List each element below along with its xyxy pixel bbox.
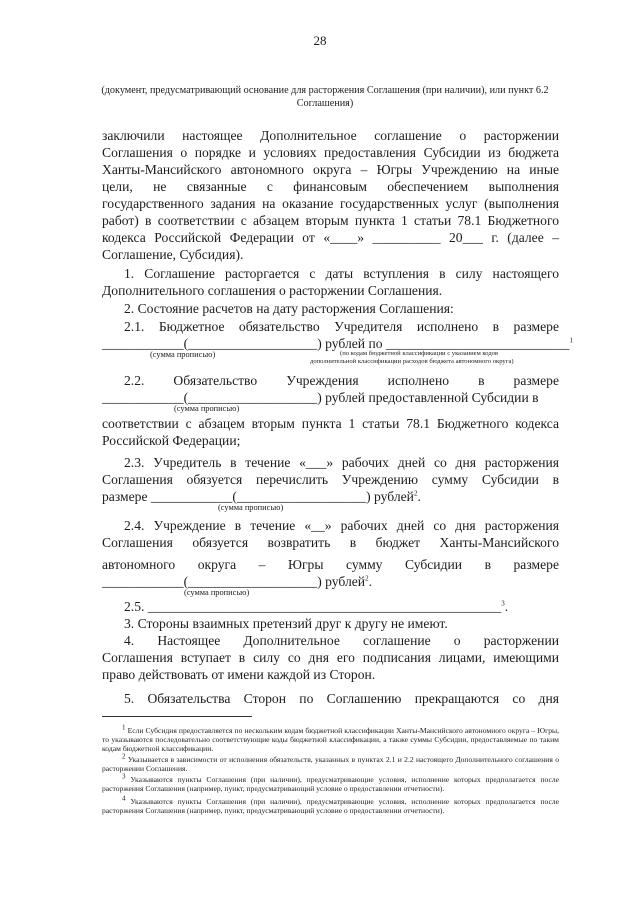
footnote: $^1$ Если Субсидия предоставляется по нескольким кодам бюджетной классификации Ханты-Мансийского автономного округа – Югры, то указываются последовательно соответствующие коды бюджетной классификации, а также суммы Субсидии, предоставляемые по таким кодам бюджетной классификации. bbox=[102, 723, 559, 754]
paragraph-2-4-line: ____________(___________________) рублей$^2$. bbox=[102, 574, 372, 589]
footnote: $^4$ Указываются пункты Соглашения (при наличии), предусматривающие условия, исполнение которых предполагается после расторжения Соглашения (например, пункт, предусматривающий условие о предоставлении отчетности). bbox=[102, 794, 559, 816]
paragraph-2-1-line: 2.1. Бюджетное обязательство Учредителя исполнено в размере bbox=[124, 319, 559, 334]
footnote-mark: 3 bbox=[122, 772, 126, 781]
intro-line: Соглашение, Субсидия). bbox=[102, 247, 244, 262]
caption-budget-codes: дополнительной классификации расходов бюджета автономного округа) bbox=[310, 358, 514, 365]
caption-sum-in-words: (сумма прописью) bbox=[174, 404, 240, 413]
paragraph-2-1-line: ____________(___________________) рублей по ___________________________$^1$ bbox=[102, 336, 573, 351]
paragraph-2: 2. Состояние расчетов на дату расторжения Соглашения: bbox=[124, 301, 454, 316]
caption-sum-in-words: (сумма прописью) bbox=[150, 350, 216, 359]
footnote-mark: 4 bbox=[122, 794, 126, 803]
paragraph-2-3-line: размере ____________(___________________) рублей$^2$. bbox=[102, 489, 421, 504]
footnote-ref: 1 bbox=[569, 336, 573, 345]
footnote-ref: 2 bbox=[413, 489, 418, 498]
paragraph-1-line: Дополнительного соглашения о расторжении Соглашения. bbox=[102, 283, 443, 298]
intro-line: заключили настоящее Дополнительное соглашение о расторжении bbox=[102, 128, 559, 143]
intro-line: кодекса Российской Федерации от «____» __________ 20___ г. (далее – bbox=[102, 230, 559, 245]
paragraph-2-4-line: Соглашения обязуется возвратить в бюджет Ханты-Мансийского bbox=[102, 535, 559, 550]
footnote-ref: 3 bbox=[501, 599, 505, 608]
paragraph-5: 5. Обязательства Сторон по Соглашению прекращаются со дня bbox=[124, 691, 559, 706]
paragraph-1-line: 1. Соглашение расторгается с даты вступления в силу настоящего bbox=[124, 266, 559, 281]
footnote: $^3$ Указываются пункты Соглашения (при наличии), предусматривающие условия, исполнение которых предполагается после расторжения Соглашения (например, пункт, предусматривающий условие о предоставлении отчетности). bbox=[102, 772, 559, 794]
page-number: 28 bbox=[313, 33, 327, 48]
paragraph-2-2-line: 2.2. Обязательство Учреждения исполнено в размере bbox=[124, 373, 559, 388]
footnote-mark: 1 bbox=[122, 723, 126, 732]
paragraph-2-4-line: 2.4. Учреждение в течение «__» рабочих дней со дня расторжения bbox=[124, 518, 559, 533]
paragraph-2-2-line: соответствии с абзацем вторым пункта 1 статьи 78.1 Бюджетного кодекса bbox=[102, 416, 559, 431]
paragraph-3: 3. Стороны взаимных претензий друг к другу не имеют. bbox=[124, 616, 448, 631]
paragraph-4-line: Соглашения вступает в силу со дня его подписания лицами, имеющими bbox=[102, 650, 559, 665]
intro-line: Ханты-Мансийского автономного округа – Югры Учреждению на иные bbox=[102, 162, 559, 177]
paragraph-2-3-line: Соглашения обязуется перечислить Учреждению сумму Субсидии в bbox=[102, 472, 559, 487]
footnote: $^2$ Указывается в зависимости от исполнения обязательств, указанных в пунктах 2.1 и 2.2 настоящего Дополнительного соглашения о расторжении Соглашения. bbox=[102, 752, 559, 774]
intro-line: цели, не связанные с финансовым обеспечением выполнения bbox=[102, 179, 559, 194]
header-note: (документ, предусматривающий основание для расторжения Соглашения (при наличии), или пункт 6.2 Соглашения) bbox=[101, 85, 549, 109]
intro-line: Соглашения о порядке и условиях предоставления Субсидии из бюджета bbox=[102, 145, 559, 160]
footnote-divider bbox=[102, 716, 252, 717]
footnote-ref: 2 bbox=[365, 574, 369, 583]
intro-line: государственного задания на оказание государственных услуг (выполнения bbox=[102, 196, 559, 211]
paragraph-2-2-line: Российской Федерации; bbox=[102, 433, 241, 448]
intro-line: работ) в соответствии с абзацем вторым пункта 1 статьи 78.1 Бюджетного bbox=[102, 213, 559, 228]
caption-budget-codes: (по кодам бюджетной классификации с указанием кодов bbox=[340, 350, 499, 357]
paragraph-2-5: 2.5. ____________________________________________________$^3$. bbox=[124, 599, 509, 614]
caption-sum-in-words: (сумма прописью) bbox=[218, 503, 284, 512]
paragraph-2-4-line: автономного округа – Югры сумму Субсидии в размере bbox=[102, 557, 559, 572]
paragraph-4-line: право действовать от имени каждой из Сторон. bbox=[102, 667, 376, 682]
caption-sum-in-words: (сумма прописью) bbox=[184, 588, 250, 597]
paragraph-4-line: 4. Настоящее Дополнительное соглашение о расторжении bbox=[124, 633, 559, 648]
footnote-mark: 2 bbox=[122, 752, 126, 761]
paragraph-2-3-line: 2.3. Учредитель в течение «___» рабочих дней со дня расторжения bbox=[124, 455, 559, 470]
paragraph-2-2-line: ____________(___________________) рублей предоставленной Субсидии в bbox=[102, 390, 539, 405]
